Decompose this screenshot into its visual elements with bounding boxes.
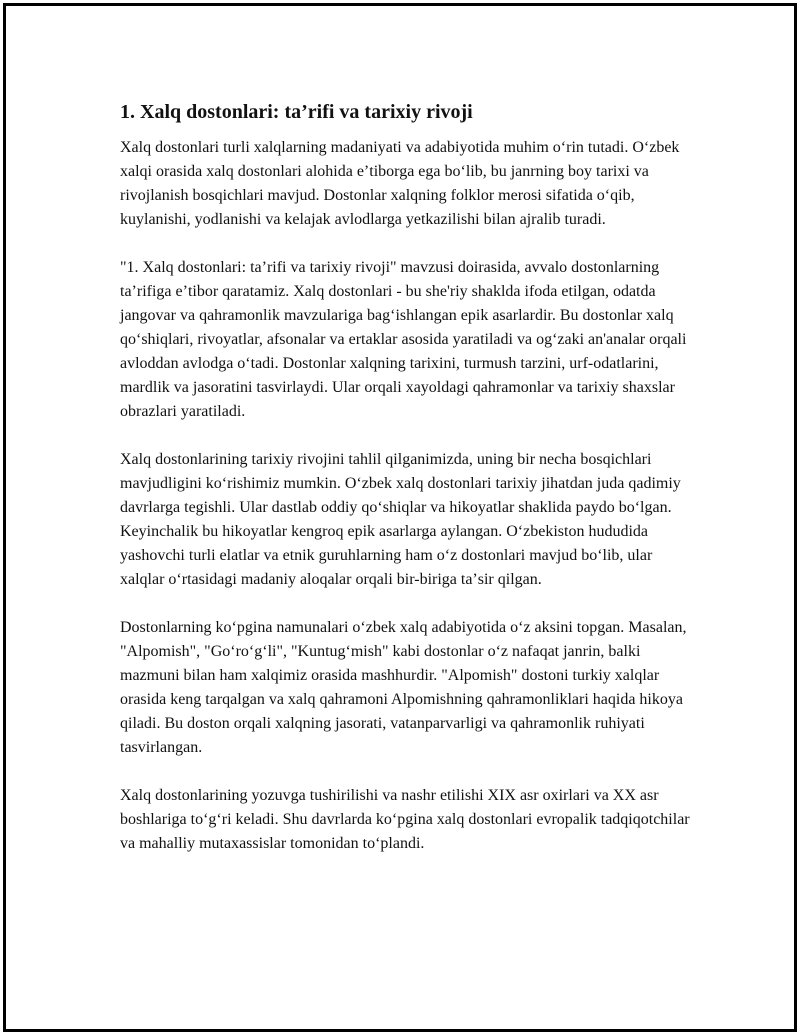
paragraph-4: Dostonlarning koʻpgina namunalari oʻzbek xalq adabiyotida oʻz aksini topgan. Masalan, "Alpomish", "Goʻroʻgʻli", "Kuntugʻmish" kabi dostonlar oʻz nafaqat janrin, balki mazmuni bilan ham xalqimiz orasida mashhurdir. "Alpomish" dostoni turkiy xalqlar orasida keng tarqalgan va xalq qahramoni Alpomishning qahramonliklari haqida hikoya qiladi. Bu doston orqali xalqning jasorati, vatanparvarligi va qahramonlik ruhiyati tasvirlangan. (120, 619, 687, 756)
paragraph-1: Xalq dostonlari turli xalqlarning madaniyati va adabiyotida muhim oʻrin tutadi. Oʻzbek xalqi orasida xalq dostonlari alohida eʼtiborga ega boʻlib, bu janrning boy tarixi va rivojlanish bosqichlari mavjud. Dostonlar xalqning folklor merosi sifatida oʻqib, kuylanishi, yodlanishi va kelajak avlodlarga yetkazilishi bilan ajralib turadi. (120, 139, 680, 228)
paragraph-3: Xalq dostonlarining tarixiy rivojini tahlil qilganimizda, uning bir necha bosqichlari mavjudligini koʻrishimiz mumkin. Oʻzbek xalq dostonlari tarixiy jihatdan juda qadimiy davrlarga tegishli. Ular dastlab oddiy qoʻshiqlar va hikoyatlar shaklida paydo boʻlgan. Keyinchalik bu hikoyatlar kengroq epik asarlarga aylangan. Oʻzbekiston hududida yashovchi turli elatlar va etnik guruhlarning ham oʻz dostonlari mavjud boʻlib, ular xalqlar oʻrtasidagi madaniy aloqalar orqali bir-biriga taʼsir qilgan. (120, 451, 681, 588)
page-frame (3, 3, 797, 1032)
document-body (120, 98, 698, 880)
paragraph-2: "1. Xalq dostonlari: taʼrifi va tarixiy rivoji" mavzusi doirasida, avvalo dostonlarning taʼrifiga eʼtibor qaratamiz. Xalq dostonlari - bu she'riy shaklda ifoda etilgan, odatda jangovar va qahramonlik mavzulariga bagʻishlangan epik asarlardir. Bu dostonlar xalq qoʻshiqlari, rivoyatlar, afsonalar va ertaklar asosida yaratiladi va ogʻzaki an'analar orqali avloddan avlodga oʻtadi. Dostonlar xalqning tarixini, turmush tarzini, urf-odatlarini, mardlik va jasoratini tasvirlaydi. Ular orqali xayoldagi qahramonlar va tarixiy shaxslar obrazlari yaratiladi. (120, 259, 687, 420)
section-heading: 1. Xalq dostonlari: ta’rifi va tarixiy rivoji (120, 101, 473, 123)
paragraph-5: Xalq dostonlarining yozuvga tushirilishi va nashr etilishi XIX asr oxirlari va XX asr boshlariga toʻgʻri keladi. Shu davrlarda koʻpgina xalq dostonlari evropalik tadqiqotchilar va mahalliy mutaxassislar tomonidan toʻplandi. (120, 787, 690, 852)
